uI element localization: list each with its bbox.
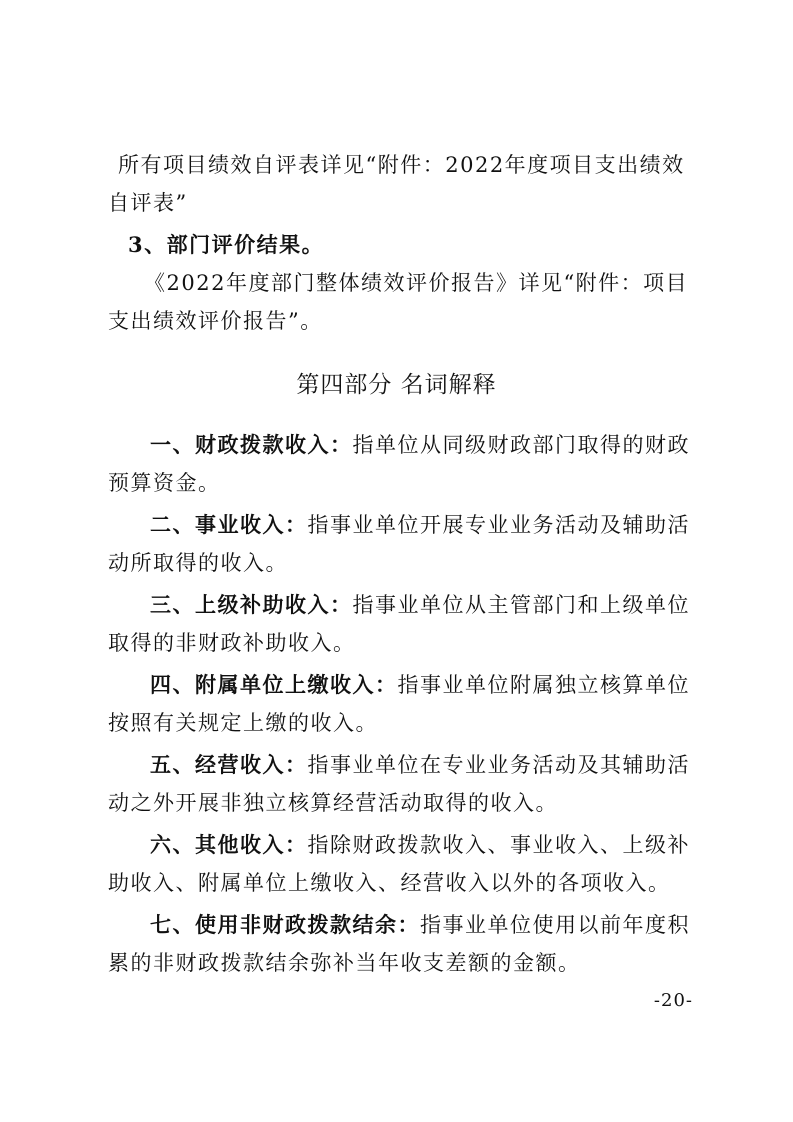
term-definition: 指事业单位开展专业业务活动及辅助活动所取得的收入。 — [108, 513, 690, 575]
term-label: 七、使用非财政拨款结余： — [150, 912, 420, 937]
term-definition: 指事业单位在专业业务活动及其辅助活动之外开展非独立核算经营活动取得的收入。 — [108, 753, 690, 815]
term-definition: 指事业单位从主管部门和上级单位取得的非财政补助收入。 — [108, 593, 690, 655]
term-item — [108, 586, 693, 662]
term-label: 四、附属单位上缴收入： — [150, 672, 398, 697]
paragraph-evaluation-report: 《2022年度部门整体绩效评价报告》详见“附件：项目支出绩效评价报告”。 — [108, 271, 689, 333]
subheading-department-evaluation: 3、部门评价结果。 — [128, 232, 325, 257]
section-heading: 第四部分 名词解释 — [296, 372, 497, 398]
term-label: 六、其他收入： — [150, 832, 308, 857]
term-item — [108, 666, 693, 742]
term-label: 三、上级补助收入： — [150, 592, 353, 617]
term-definition: 指除财政拨款收入、事业收入、上级补助收入、附属单位上缴收入、经营收入以外的各项收入。 — [108, 833, 690, 895]
term-definition: 指单位从同级财政部门取得的财政预算资金。 — [108, 433, 690, 495]
page-number: -20- — [653, 990, 693, 1011]
paragraph-self-evaluation: 所有项目绩效自评表详见“附件：2022年度项目支出绩效自评表” — [108, 153, 685, 215]
term-item — [108, 906, 693, 982]
term-label: 五、经营收入： — [150, 752, 308, 777]
term-item — [108, 426, 693, 502]
term-label: 二、事业收入： — [150, 512, 308, 537]
term-item — [108, 506, 693, 582]
term-item — [108, 746, 693, 822]
term-definition: 指事业单位附属独立核算单位按照有关规定上缴的收入。 — [108, 673, 690, 735]
term-label: 一、财政拨款收入： — [150, 432, 353, 457]
term-item — [108, 826, 693, 902]
term-definition: 指事业单位使用以前年度积累的非财政拨款结余弥补当年收支差额的金额。 — [108, 913, 690, 975]
